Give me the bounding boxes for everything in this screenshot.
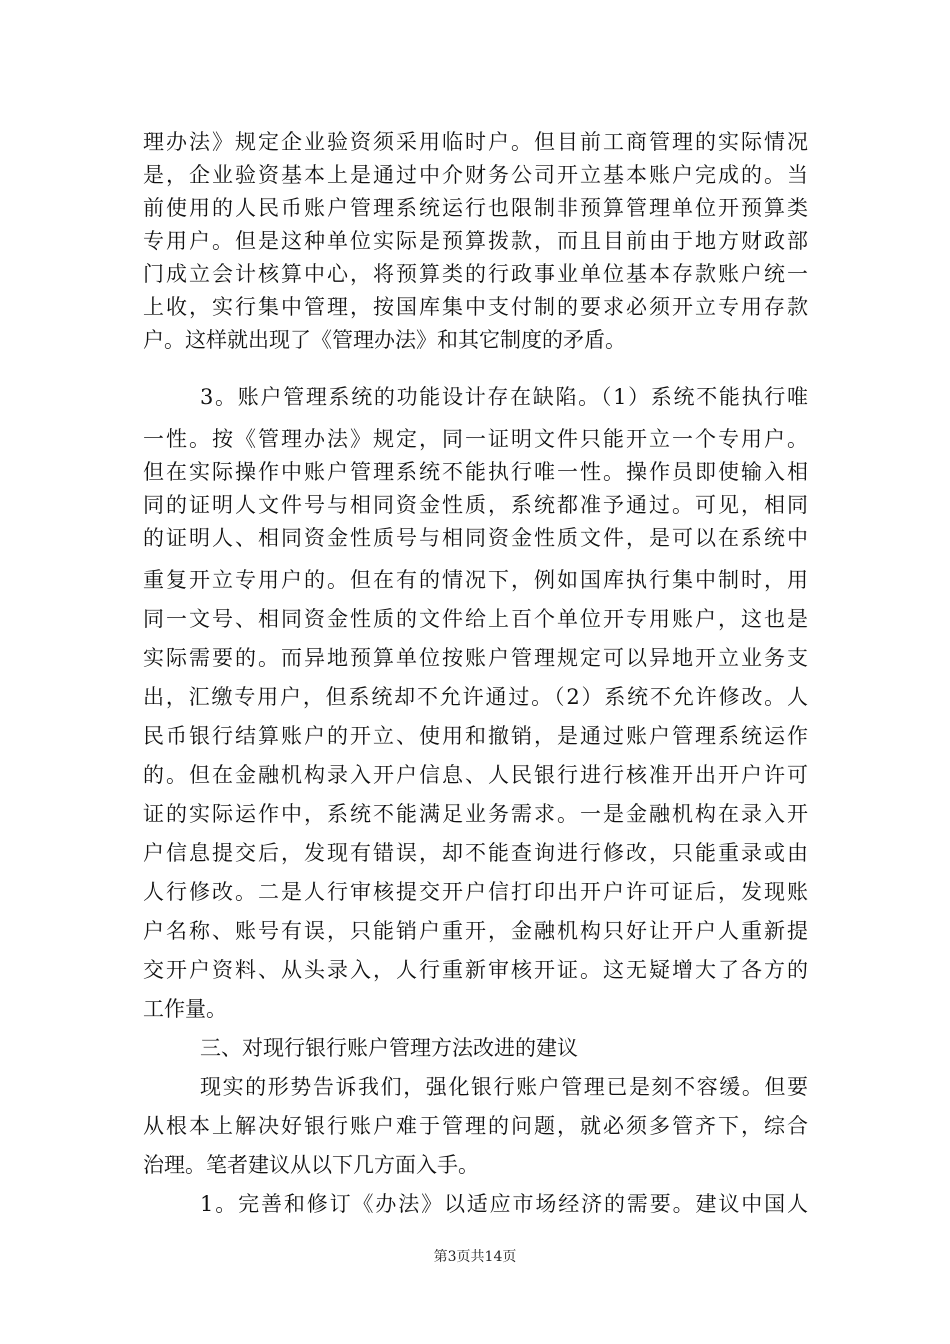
paragraph-line: 一性。按《管理办法》规定，同一证明文件只能开立一个专用户。 [143,427,808,451]
paragraph-line: 上收，实行集中管理，按国库集中支付制的要求必须开立专用存款 [143,295,808,319]
paragraph-line: 从根本上解决好银行账户难于管理的问题，就必须多管齐下，综合 [143,1114,808,1138]
paragraph-line: 同的证明人文件号与相同资金性质，系统都准予通过。可见，相同 [143,493,808,517]
paragraph-line: 证的实际运作中，系统不能满足业务需求。一是金融机构在录入开 [143,802,808,826]
page-number: 第3页共14页 [433,1249,517,1265]
paragraph-line: 户。这样就出现了《管理办法》和其它制度的矛盾。 [143,328,626,352]
paragraph-line: 3。账户管理系统的功能设计存在缺陷。（1）系统不能执行唯 [200,385,808,409]
paragraph-line: 1。完善和修订《办法》以适应市场经济的需要。建议中国人 [200,1192,808,1216]
paragraph-line: 户名称、账号有误，只能销户重开，金融机构只好让开户人重新提 [143,919,808,943]
paragraph-line: 户信息提交后，发现有错误，却不能查询进行修改，只能重录或由 [143,841,808,865]
paragraph-line: 前使用的人民币账户管理系统运行也限制非预算管理单位开预算类 [143,196,808,220]
paragraph-line: 工作量。 [143,997,227,1021]
paragraph-line: 的。但在金融机构录入开户信息、人民银行进行核准开出开户许可 [143,763,808,787]
paragraph-line: 门成立会计核算中心，将预算类的行政事业单位基本存款账户统一 [143,262,808,286]
section-heading: 三、对现行银行账户管理方法改进的建议 [200,1036,578,1060]
paragraph-line: 的证明人、相同资金性质号与相同资金性质文件，是可以在系统中 [143,526,808,550]
paragraph-line: 出，汇缴专用户，但系统却不允许通过。（2）系统不允许修改。人 [143,685,808,709]
paragraph-line: 理办法》规定企业验资须采用临时户。但目前工商管理的实际情况 [143,130,808,154]
paragraph-line: 实际需要的。而异地预算单位按账户管理规定可以异地开立业务支 [143,646,808,670]
paragraph-line: 现实的形势告诉我们，强化银行账户管理已是刻不容缓。但要 [200,1075,808,1099]
paragraph-line: 是，企业验资基本上是通过中介财务公司开立基本账户完成的。当 [143,163,808,187]
paragraph-line: 治理。笔者建议从以下几方面入手。 [143,1153,479,1177]
paragraph-line: 专用户。但是这种单位实际是预算拨款，而且目前由于地方财政部 [143,229,808,253]
paragraph-line: 交开户资料、从头录入，人行重新审核开证。这无疑增大了各方的 [143,958,808,982]
paragraph-line: 同一文号、相同资金性质的文件给上百个单位开专用账户，这也是 [143,607,808,631]
paragraph-line: 民币银行结算账户的开立、使用和撤销，是通过账户管理系统运作 [143,724,808,748]
paragraph-line: 人行修改。二是人行审核提交开户信打印出开户许可证后，发现账 [143,880,808,904]
paragraph-line: 但在实际操作中账户管理系统不能执行唯一性。操作员即使输入相 [143,460,808,484]
paragraph-line: 重复开立专用户的。但在有的情况下，例如国库执行集中制时，用 [143,568,808,592]
